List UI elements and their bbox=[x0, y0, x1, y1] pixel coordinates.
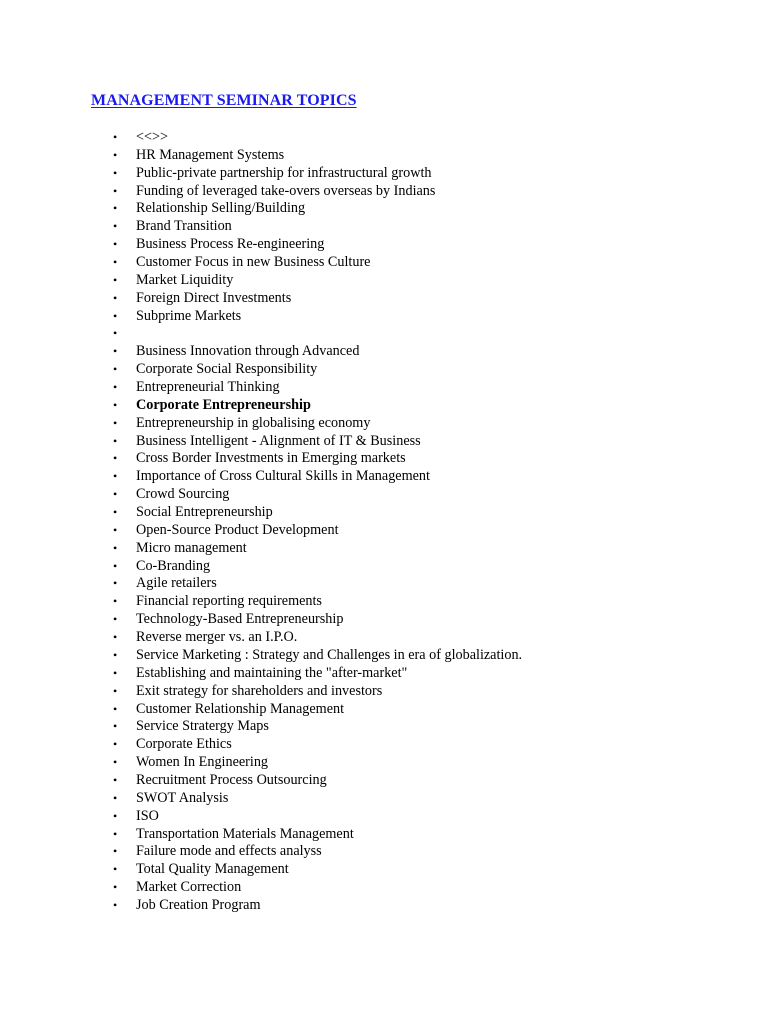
bullet-icon: • bbox=[113, 576, 118, 591]
list-item-label: Market Correction bbox=[136, 879, 242, 896]
list-item-label: Social Entrepreneurship bbox=[136, 504, 273, 521]
bullet-icon: • bbox=[113, 719, 118, 734]
bullet-icon: • bbox=[113, 540, 118, 555]
bullet-icon: • bbox=[113, 255, 118, 270]
bullet-icon: • bbox=[113, 344, 118, 359]
list-item-label: SWOT Analysis bbox=[136, 789, 229, 806]
bullet-icon: • bbox=[113, 380, 118, 395]
bullet-icon: • bbox=[113, 755, 118, 770]
list-item-label: Entrepreneurship in globalising economy bbox=[136, 414, 371, 431]
bullet-icon: • bbox=[113, 469, 118, 484]
list-item-label: Financial reporting requirements bbox=[136, 593, 322, 610]
bullet-icon: • bbox=[113, 147, 118, 162]
bullet-icon: • bbox=[113, 362, 118, 377]
bullet-icon: • bbox=[113, 183, 118, 198]
bullet-icon: • bbox=[113, 487, 118, 502]
bullet-icon: • bbox=[113, 433, 118, 448]
list-item-label: Micro management bbox=[136, 539, 247, 556]
list-item-label: Service Marketing : Strategy and Challenges in era of globalization. bbox=[136, 646, 523, 663]
list-item-label: Exit strategy for shareholders and investors bbox=[136, 682, 383, 699]
bullet-icon: • bbox=[113, 647, 118, 662]
list-item-label: Relationship Selling/Building bbox=[136, 200, 306, 217]
list-item-label: Women In Engineering bbox=[136, 754, 269, 771]
list-item-label: Market Liquidity bbox=[136, 271, 234, 288]
list-item-label: Corporate Ethics bbox=[136, 736, 232, 753]
bullet-icon: • bbox=[113, 505, 118, 520]
list-item-label: Total Quality Management bbox=[136, 861, 289, 878]
bullet-icon: • bbox=[113, 219, 118, 234]
bullet-icon: • bbox=[113, 683, 118, 698]
bullet-icon: • bbox=[113, 826, 118, 841]
bullet-icon: • bbox=[113, 880, 118, 895]
list-item-label: Importance of Cross Cultural Skills in Management bbox=[136, 468, 430, 485]
bullet-icon: • bbox=[113, 862, 118, 877]
bullet-icon: • bbox=[113, 772, 118, 787]
list-item-label: Public-private partnership for infrastructural growth bbox=[136, 164, 432, 181]
list-item-label: Establishing and maintaining the "after-market" bbox=[136, 664, 408, 681]
list-item-label: Co-Branding bbox=[136, 557, 211, 574]
bullet-icon: • bbox=[113, 308, 118, 323]
bullet-icon: • bbox=[113, 808, 118, 823]
list-item-label: Subprime Markets bbox=[136, 307, 242, 324]
list-item-label: Brand Transition bbox=[136, 218, 232, 235]
bullet-icon: • bbox=[113, 272, 118, 287]
list-item-label: Agile retailers bbox=[136, 575, 217, 592]
bullet-icon: • bbox=[113, 290, 118, 305]
bullet-icon: • bbox=[113, 397, 118, 412]
bullet-icon: • bbox=[113, 737, 118, 752]
list-item-label: Foreign Direct Investments bbox=[136, 289, 292, 306]
list-item-label: Reverse merger vs. an I.P.O. bbox=[136, 629, 298, 646]
list-item-label: Crowd Sourcing bbox=[136, 486, 230, 503]
bullet-icon: • bbox=[113, 790, 118, 805]
bullet-icon: • bbox=[113, 451, 118, 466]
list-item-label: Service Stratergy Maps bbox=[136, 718, 269, 735]
bullet-icon: • bbox=[113, 415, 118, 430]
list-item-label: Corporate Social Responsibility bbox=[136, 361, 318, 378]
list-item-label: Entrepreneurial Thinking bbox=[136, 379, 280, 396]
bullet-icon: • bbox=[113, 897, 118, 912]
list-item-label: Customer Focus in new Business Culture bbox=[136, 254, 371, 271]
list-item-label: <<>> bbox=[136, 129, 169, 145]
bullet-icon: • bbox=[113, 612, 118, 627]
bullet-icon: • bbox=[113, 665, 118, 680]
list-item-label: Recruitment Process Outsourcing bbox=[136, 771, 327, 788]
bullet-icon: • bbox=[113, 326, 118, 341]
list-item-label: Failure mode and effects analyss bbox=[136, 843, 322, 860]
list-item-label: Open-Source Product Development bbox=[136, 521, 339, 538]
bullet-icon: • bbox=[113, 130, 118, 144]
list-item-label: Transportation Materials Management bbox=[136, 825, 354, 842]
bullet-icon: • bbox=[113, 165, 118, 180]
list-item-label: Corporate Entrepreneurship bbox=[136, 396, 311, 413]
list-item-label: Job Creation Program bbox=[136, 896, 261, 913]
bullet-icon: • bbox=[113, 630, 118, 645]
list-item-label: Cross Border Investments in Emerging markets bbox=[136, 450, 406, 467]
list-item-label: HR Management Systems bbox=[136, 146, 285, 163]
list-item-label: Customer Relationship Management bbox=[136, 700, 345, 717]
bullet-icon: • bbox=[113, 594, 118, 609]
list-item-label: Business Innovation through Advanced bbox=[136, 343, 360, 360]
list-item-label: ISO bbox=[136, 807, 159, 824]
bullet-icon: • bbox=[113, 237, 118, 252]
list-item-label: Technology-Based Entrepreneurship bbox=[136, 611, 344, 628]
bullet-icon: • bbox=[113, 201, 118, 216]
bullet-icon: • bbox=[113, 844, 118, 859]
bullet-icon: • bbox=[113, 522, 118, 537]
bullet-icon: • bbox=[113, 558, 118, 573]
list-item-label: Funding of leveraged take-overs overseas by Indians bbox=[136, 182, 436, 199]
list-item-label: Business Intelligent - Alignment of IT & Business bbox=[136, 432, 421, 449]
bullet-icon: • bbox=[113, 701, 118, 716]
list-item-label: Business Process Re-engineering bbox=[136, 236, 325, 253]
document-title[interactable]: MANAGEMENT SEMINAR TOPICS bbox=[91, 92, 357, 109]
